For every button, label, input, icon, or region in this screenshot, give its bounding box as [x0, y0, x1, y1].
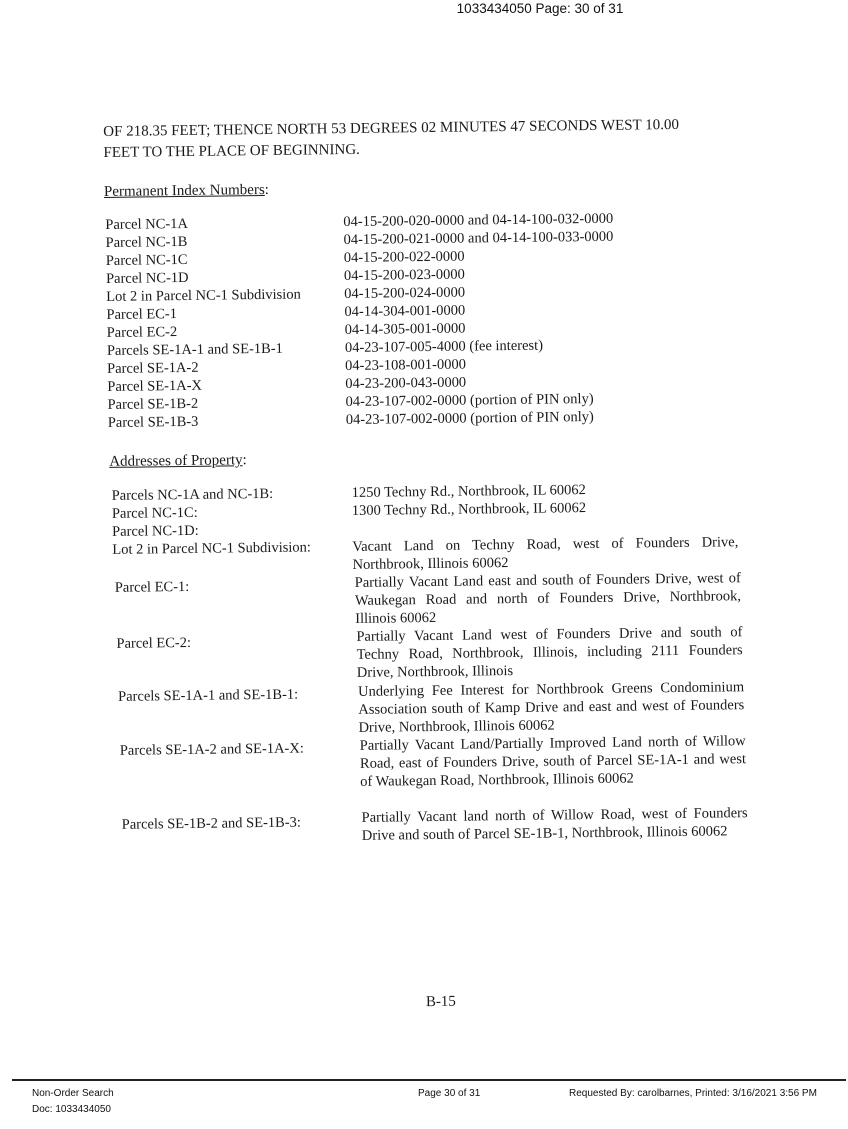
intro-line-2: FEET TO THE PLACE OF BEGINNING.	[103, 141, 360, 161]
page-number: B-15	[425, 993, 456, 1011]
address-label: Parcel NC-1D:	[112, 522, 199, 540]
pin-value: 04-15-200-021-0000 and 04-14-100-033-0000	[343, 228, 614, 249]
footer-search-type: Non-Order Search	[32, 1088, 114, 1099]
pin-value: 04-15-200-024-0000	[344, 284, 466, 303]
address-label: Parcel EC-1:	[114, 578, 190, 596]
pin-value: 04-14-304-001-0000	[344, 302, 466, 321]
address-label: Parcel EC-2:	[116, 634, 192, 652]
address-label: Parcel NC-1C:	[111, 504, 198, 522]
pin-heading-colon: :	[264, 181, 270, 198]
address-label: Parcels SE-1A-1 and SE-1B-1:	[118, 686, 299, 705]
address-value: Vacant Land on Techny Road, west of Founders Drive, Northbrook, Illinois 60062	[352, 534, 739, 573]
footer-rule	[12, 1079, 846, 1081]
pin-value: 04-23-107-002-0000 (portion of PIN only)	[345, 390, 594, 411]
pin-value: 04-23-108-001-0000	[345, 356, 467, 375]
pin-value: 04-23-107-002-0000 (portion of PIN only)	[345, 408, 594, 429]
page-header-text: 1033434050 Page: 30 of 31	[456, 1, 624, 16]
footer-doc-number: Doc: 1033434050	[32, 1104, 111, 1115]
pin-heading-text: Permanent Index Numbers	[103, 181, 265, 200]
pin-value: 04-15-200-022-0000	[343, 248, 465, 267]
address-value: Underlying Fee Interest for Northbrook Greens Condominium Association south of Kamp Drive and east and west of Founders Drive, Northbrook, Illinois 60062	[357, 679, 745, 736]
pin-label: Parcel SE-1A-X	[107, 377, 203, 395]
address-value: Partially Vacant Land west of Founders Drive and south of Techny Road, Northbrook, Illinois, including 2111 Founders Drive, Northbrook, Illinois	[356, 624, 743, 681]
address-label: Parcels SE-1A-2 and SE-1A-X:	[119, 740, 304, 759]
address-value: Partially Vacant Land/Partially Improved Land north of Willow Road, east of Founders Drive, south of Parcel SE-1A-1 and west of Waukegan Road, Northbrook, Illinois 60062	[359, 733, 747, 790]
pin-label: Parcel SE-1B-2	[107, 395, 199, 413]
pin-label: Parcel NC-1A	[105, 215, 189, 233]
pin-label: Parcel NC-1B	[105, 233, 188, 251]
pin-label: Lot 2 in Parcel NC-1 Subdivision	[106, 286, 301, 305]
footer-page-count: Page 30 of 31	[418, 1088, 481, 1099]
address-label: Parcels SE-1B-2 and SE-1B-3:	[121, 814, 302, 833]
address-value: Partially Vacant land north of Willow Road, west of Founders Drive and south of Parcel SE-1B-1, Northbrook, Illinois 60062	[361, 805, 748, 844]
pin-value: 04-14-305-001-0000	[344, 320, 466, 339]
pin-heading	[104, 181, 269, 201]
address-value: Partially Vacant Land east and south of Founders Drive, west of Waukegan Road and north of Founders Drive, Northbrook, Illinois 60062	[354, 570, 742, 627]
address-value: 1300 Techny Rd., Northbrook, IL 60062	[351, 500, 587, 519]
pin-label: Parcels SE-1A-1 and SE-1B-1	[106, 340, 283, 359]
pin-label: Parcel EC-2	[106, 324, 178, 341]
intro-line-1: OF 218.35 FEET; THENCE NORTH 53 DEGREES 02 MINUTES 47 SECONDS WEST 10.00	[103, 116, 680, 140]
address-heading	[109, 451, 247, 471]
address-value: 1250 Techny Rd., Northbrook, IL 60062	[351, 482, 586, 501]
address-heading-colon: :	[242, 452, 247, 469]
pin-value: 04-15-200-020-0000 and 04-14-100-032-0000	[343, 210, 614, 231]
pin-label: Parcel EC-1	[106, 306, 178, 323]
pin-label: Parcel SE-1A-2	[107, 359, 199, 377]
footer-requested-by: Requested By: carolbarnes, Printed: 3/16/2021 3:56 PM	[569, 1088, 817, 1099]
pin-label: Parcel NC-1C	[105, 251, 188, 269]
pin-value: 04-15-200-023-0000	[343, 266, 465, 285]
pin-label: Parcel SE-1B-3	[107, 413, 199, 431]
address-heading-text: Addresses of Property	[109, 452, 243, 470]
pin-value: 04-23-200-043-0000	[345, 374, 467, 393]
address-label: Lot 2 in Parcel NC-1 Subdivision:	[112, 539, 311, 558]
pin-label: Parcel NC-1D	[105, 269, 189, 287]
address-label: Parcels NC-1A and NC-1B:	[111, 485, 274, 504]
pin-value: 04-23-107-005-4000 (fee interest)	[344, 337, 544, 357]
